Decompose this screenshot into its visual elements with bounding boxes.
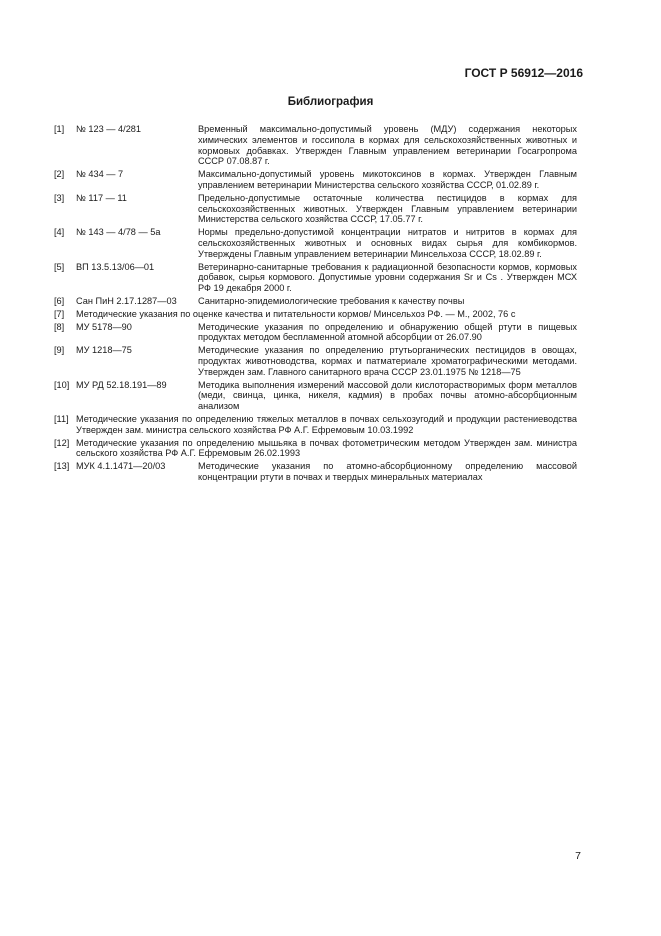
entry-code: МУК 4.1.1471—20/03 <box>76 461 166 472</box>
entry-code: МУ 5178—90 <box>76 321 132 332</box>
entry-description: Методические указания по определению мышьяка в почвах фотометрическим методом Утвержден зам. министра сельского хозяйства РФ А.Г. Ефремовым 26.02.1993 <box>76 437 577 459</box>
entry-number: [10] <box>54 379 70 390</box>
entry-number: [3] <box>54 192 65 203</box>
entry-number: [5] <box>54 261 65 272</box>
entry-description: Методические указания по определению и обнаружению общей ртути в пищевых продуктах методом беспламенной атомной абсорбции от 26.07.90 <box>198 321 577 343</box>
entry-number: [6] <box>54 295 65 306</box>
entry-number: [8] <box>54 321 65 332</box>
document-header: ГОСТ Р 56912—2016 <box>464 66 583 80</box>
bibliography-title: Библиография <box>287 96 374 108</box>
entry-number: [13] <box>54 461 70 472</box>
bibliography-entry <box>54 438 577 460</box>
entry-description: Предельно-допустимые остаточные количества пестицидов в кормах для сельскохозяйственных животных. Утвержден Главным управлением ветеринарии Министерства сельского хозяйства СССР, 17.05.77 г. <box>198 192 577 225</box>
entry-description: Методические указания по атомно-абсорбционному определению массовой концентрации ртути в почвах и твердых минеральных материалах <box>198 461 577 482</box>
entry-description: Методические указания по определению ртутьорганических пестицидов в овощах, продуктах животноводства, кормах и патматериале хроматографическими методами. Утвержден зам. Главного санитарного врача СССР 23.01.1975 № 1218—75 <box>198 345 577 377</box>
entry-number: [7] <box>54 308 65 319</box>
bibliography-entry <box>54 124 577 167</box>
entry-code: ВП 13.5.13/06—01 <box>76 261 155 272</box>
entry-code: № 434 — 7 <box>76 169 124 180</box>
entry-description: Методические указания по оценке качества и питательности кормов/ Минсельхоз РФ. — М., 2002, 76 с <box>76 308 516 319</box>
bibliography-entry <box>54 227 577 259</box>
entry-number: [12] <box>54 437 70 448</box>
entry-number: [9] <box>54 345 65 356</box>
entry-code: № 123 — 4/281 <box>76 124 142 134</box>
entry-code: МУ 1218—75 <box>76 345 132 356</box>
bibliography-entry <box>54 414 577 436</box>
entry-description: Санитарно-эпидемиологические требования к качеству почвы <box>198 295 465 306</box>
bibliography-list <box>54 124 577 485</box>
bibliography-entry <box>54 345 577 377</box>
entry-number: [4] <box>54 227 65 238</box>
bibliography-entry <box>54 296 577 307</box>
entry-description: Методические указания по определению тяжелых металлов в почвах сельхозугодий и продукции растениеводства Утвержден зам. министра сельского хозяйства РФ А.Г. Ефремовым 10.03.1992 <box>76 413 577 435</box>
entry-description: Временный максимально-допустимый уровень (МДУ) содержания некоторых химических элементов и госсипола в кормах для сельскохозяйственных животных и кормовых добавках. Утвержден Главным управлением ветеринарии Госагропрома СССР 07.08.87 г. <box>198 124 577 167</box>
page-number: 7 <box>575 850 581 862</box>
bibliography-entry <box>54 380 577 412</box>
entry-description: Максимально-допустимый уровень микотоксинов в кормах. Утвержден Главным управлением ветеринарии Министерства сельского хозяйства СССР, 01.02.89 г. <box>198 169 577 190</box>
entry-number: [2] <box>54 169 65 180</box>
bibliography-entry <box>54 262 577 294</box>
bibliography-entry <box>54 461 577 483</box>
entry-code: № 117 — 11 <box>76 192 127 203</box>
bibliography-entry <box>54 322 577 344</box>
entry-description: Ветеринарно-санитарные требования к радиационной безопасности кормов, кормовых добавок, сырья кормового. Допустимые уровни содержания Sr и Cs . Утвержден МСХ РФ 19 декабря 2000 г. <box>198 261 577 294</box>
entry-description: Методика выполнения измерений массовой доли кислоторастворимых форм металлов (меди, свинца, цинка, никеля, кадмия) в пробах почвы атомно-абсорбционным анализом <box>198 379 577 412</box>
entry-code: Сан ПиН 2.17.1287—03 <box>76 295 177 306</box>
bibliography-entry <box>54 169 577 191</box>
entry-number: [1] <box>54 124 65 134</box>
entry-number: [11] <box>54 413 69 424</box>
entry-description: Нормы предельно-допустимой концентрации нитратов и нитритов в кормах для сельскохозяйственных животных и основных видах сырья для комбикормов. Утверждены Главным управлением ветеринарии Минсельхоза СССР, 18.02.89 г. <box>198 227 577 259</box>
bibliography-entry <box>54 193 577 225</box>
entry-code: МУ РД 52.18.191—89 <box>76 379 167 390</box>
entry-code: № 143 — 4/78 — 5а <box>76 227 161 238</box>
bibliography-entry <box>54 309 577 320</box>
